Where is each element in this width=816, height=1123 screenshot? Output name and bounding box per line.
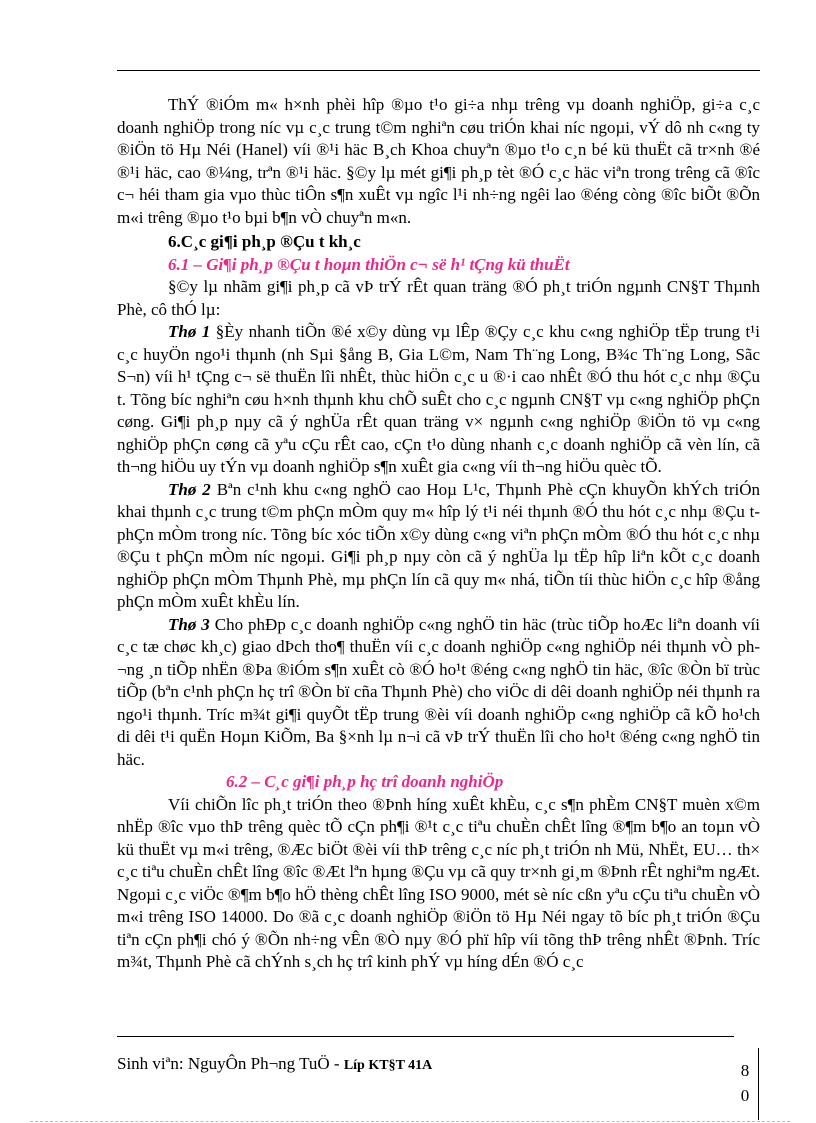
item-text: §Èy nhanh tiÕn ®é x©y dùng vµ lÊp ®Çy c¸c khu c«ng nghiÖp tËp trung t¹i c¸c huyÖn ngo¹i thµnh (nh Sµi §ång B, Gia L©m, Nam Th¨ng Long, B¾c Th¨ng Long, Sãc S¬n) víi h¹ tÇng c¬ së thuËn lîi nhÊt, thùc hiÖn c¸c u ®·i cao nhÊt ®Ó thu hót c¸c nhµ ®Çu t. Tõng bíc nghiªn cøu h×nh thµnh khu chÕ suÊt cho c¸c ngµnh CN§T vµ c«ng nghiÖp phÇn cøng. Gi¶i ph¸p nµy cã ý nghÜa rÊt quan träng v× ngµnh c«ng nghiÖp ®iÖn tö vµ c«ng nghiÖp phÇn cøng cã yªu cÇu rÊt cao, cÇn t¹o dùng nhanh c¸c doanh nghiÖp cã vèn lín, cã th¬ng hiÖu uy tÝn vµ doanh nghiÖp s¶n xuÊt gia c«ng víi th¬ng hiÖu quèc tÕ. xyxy=(117,322,760,476)
page-bottom-edge xyxy=(30,1121,790,1122)
footer-author xyxy=(117,1054,432,1074)
page-number-digit: 8 xyxy=(740,1061,750,1080)
item-text: Cho phÐp c¸c doanh nghiÖp c«ng nghÖ tin häc (trùc tiÕp hoÆc liªn doanh víi c¸c tæ chøc kh¸c) giao dÞch tho¶ thuËn víi c¸c doanh nghiÖp c«ng nghiÖp néi thµnh vÒ ph¬ng ¸n tiÕp nhËn ®Þa ®iÓm s¶n xuÊt cò ®Ó ho¹t ®éng c«ng nghÖ tin häc, ®îc ®Òn bï trùc tiÕp (bªn c¹nh phÇn hç trî ®Òn bï cña Thµnh Phè) cho viÖc di dêi doanh nghiÖp néi thµnh ra ngo¹i thµnh. Tríc m¾t gi¶i quyÕt tËp trung ®èi víi doanh nghiÖp c«ng nghiÖp cã kÕ ho¹ch di dêi t¹i quËn Hoµn KiÕm, Ba §×nh lµ n¬i cã vÞ trÝ thuËn lîi cho ho¹t ®éng c«ng nghÖ tin häc. xyxy=(117,614,760,769)
author-label: Sinh viªn: NguyÔn Ph¬ng TuÖ - xyxy=(117,1054,344,1073)
class-label: Líp KT§T 41A xyxy=(343,1058,433,1073)
page-frame-rule xyxy=(758,1048,759,1120)
item-lead: Thø 2 xyxy=(168,479,211,499)
header-rule xyxy=(117,70,760,71)
item-lead: Thø 3 xyxy=(168,614,210,634)
document-body xyxy=(117,94,760,974)
item-text: Bªn c¹nh khu c«ng nghÖ cao Hoµ L¹c, Thµnh Phè cÇn khuyÕn khÝch triÓn khai thµnh c¸c trung t©m phÇn mÒm quy m« hîp lý t¹i néi thµnh ®Ó thu hót c¸c nhµ ®Çu t phÇn mÒm trong níc. Tõng bíc xóc tiÕn x©y dùng c«ng viªn phÇn mÒm ®Ó thu hót c¸c nhµ ®Çu t phÇn mÒm níc ngoµi. Gi¶i ph¸p nµy còn cã ý nghÜa lµ tËp hîp liªn kÕt c¸c doanh nghiÖp phÇn mÒm Thµnh Phè, mµ phÇn lín cã quy m« nhá, tiÕn tíi thùc hiÖn c¸c hîp ®ång phÇn mÒm xuÊt khÈu lín. xyxy=(117,479,761,611)
section-heading: 6.C¸c gi¶i ph¸p ®Çu t kh¸c xyxy=(168,232,361,251)
subsection-heading: 6.1 – Gi¶i ph¸p ®Çu t hoµn thiÖn c¬ së h¹ tÇng kü thuËt xyxy=(168,254,570,274)
paragraph: Víi chiÕn lîc ph¸t triÓn theo ®Þnh híng xuÊt khÈu, c¸c s¶n phÈm CN§T muèn x©m nhËp ®îc vµo thÞ trêng quèc tÕ cÇn ph¶i ®¹t c¸c tiªu chuÈn chÊt lîng ®¶m b¶o an toµn vÒ kü thuËt vµ m«i trêng, ®Æc biÖt ®èi víi thÞ trêng c¸c níc ph¸t triÓn nh Mü, NhËt, EU… th× c¸c tiªu chuÈn chÊt lîng ®îc ®Æt lªn hµng ®Çu vµ cã quy tr×nh gi¸m ®Þnh rÊt nghiªm ngÆt. Ngoµi c¸c viÖc ®¶m b¶o hÖ thèng chÊt lîng ISO 9000, mét sè níc cßn yªu cÇu tiªu chuÈn vÒ m«i trêng ISO 14000. Do ®ã c¸c doanh nghiÖp ®iÖn tö Hµ Néi ngay tõ bíc ph¸t triÓn ®Çu tiªn cÇn ph¶i chó ý ®Õn nh÷ng vÊn ®Ò nµy ®Ó phï hîp víi tõng thÞ trêng nhÊt ®Þnh. Tríc m¾t, Thµnh Phè cã chÝnh s¸ch hç trî kinh phÝ vµ híng dÉn ®Ó c¸c xyxy=(117,794,760,971)
paragraph xyxy=(117,479,760,614)
paragraph xyxy=(117,614,760,772)
paragraph xyxy=(117,321,760,479)
paragraph: §©y lµ nhãm gi¶i ph¸p cã vÞ trÝ rÊt quan träng ®Ó ph¸t triÓn ngµnh CN§T Thµnh Phè, cô thÓ lµ: xyxy=(117,277,760,319)
item-lead: Thø 1 xyxy=(168,322,211,341)
page-number xyxy=(738,1058,752,1108)
footer-rule xyxy=(117,1036,734,1037)
subsection-heading: 6.2 – C¸c gi¶i ph¸p hç trî doanh nghiÖp xyxy=(226,772,504,791)
paragraph: ThÝ ®iÓm m« h×nh phèi hîp ®µo t¹o gi÷a nhµ trêng vµ doanh nghiÖp, gi÷a c¸c doanh nghiÖp trong níc vµ c¸c trung t©m nghiªn cøu triÓn khai níc ngoµi, vÝ dô nh c«ng ty ®iÖn tö Hµ Néi (Hanel) víi ®¹i häc B¸ch Khoa chuyªn ®µo t¹o c¸n bé kü thuËt cã tr×nh ®é ®¹i häc, cao ®¼ng, trªn ®¹i häc. §©y lµ mét gi¶i ph¸p tèt ®Ó c¸c häc viªn trong trêng cã ®îc c¬ héi tham gia vµo thùc tiÔn s¶n xuÊt vµ ngîc l¹i nh÷ng ngêi lao ®éng còng ®îc biÕt ®Õn m«i trêng ®µo t¹o bµi b¶n vÒ chuyªn m«n. xyxy=(117,95,760,227)
page-number-digit: 0 xyxy=(740,1086,750,1105)
